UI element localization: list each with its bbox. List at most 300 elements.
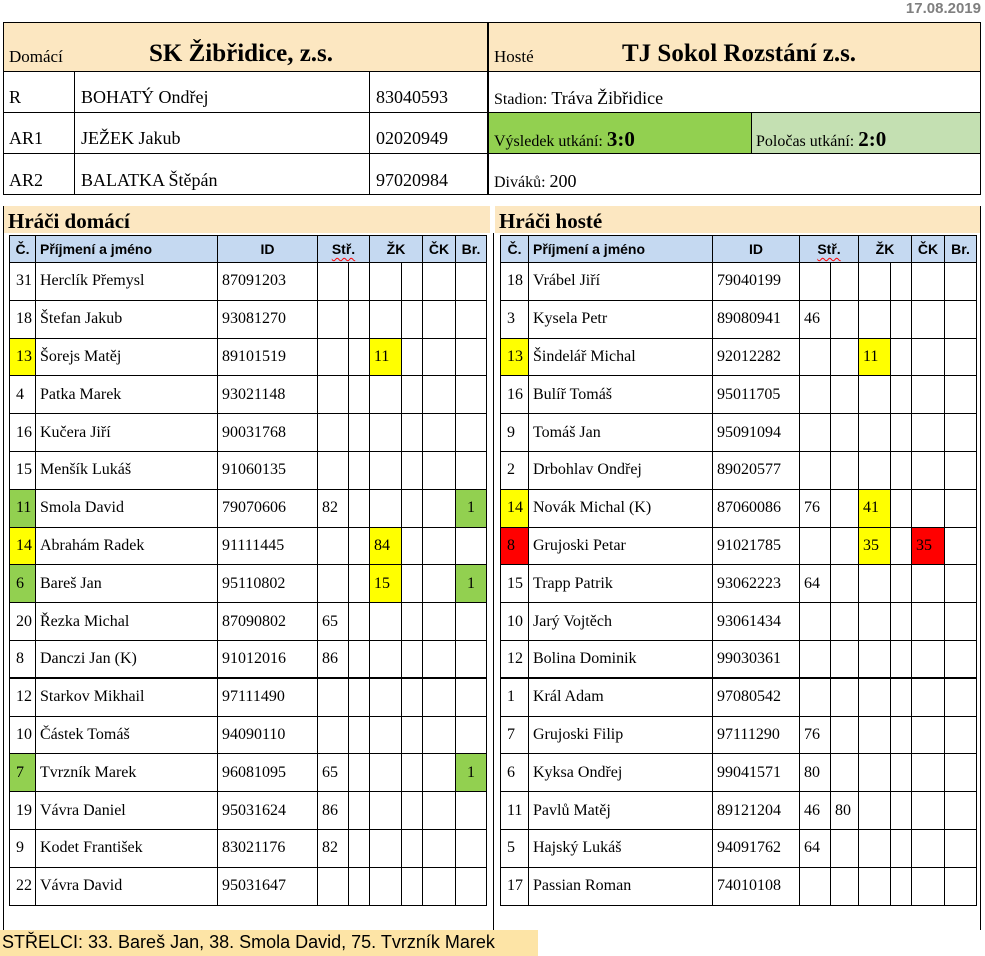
player-number: 6: [10, 565, 36, 603]
player-red-card: [912, 300, 945, 338]
player-row: [10, 754, 487, 792]
player-row: [10, 263, 487, 301]
player-yellow-card-2: [891, 640, 912, 678]
player-row: [501, 678, 977, 716]
home-header-box: [3, 22, 488, 195]
player-yellow-card-2: [402, 565, 423, 603]
player-yellow-card: [370, 829, 402, 867]
player-red-card: [423, 414, 456, 452]
player-name: Grujoski Filip: [529, 716, 713, 754]
player-sub-minute-2: [349, 489, 370, 527]
player-yellow-card-2: [402, 527, 423, 565]
player-goals: [945, 829, 977, 867]
home-players-title: Hráči domácí: [8, 209, 130, 233]
player-id: 83021176: [218, 829, 318, 867]
player-name: Patka Marek: [36, 376, 218, 414]
player-yellow-card-2: [402, 867, 423, 905]
player-red-card: [912, 489, 945, 527]
player-number: 12: [501, 640, 529, 678]
player-sub-minute-2: [349, 678, 370, 716]
player-sub-minute-2: [349, 338, 370, 376]
player-number: 10: [10, 716, 36, 754]
player-red-card: [912, 338, 945, 376]
player-id: 89020577: [713, 451, 800, 489]
player-yellow-card: [370, 300, 402, 338]
player-id: 94091762: [713, 829, 800, 867]
player-yellow-card-2: [891, 527, 912, 565]
player-number: 8: [10, 640, 36, 678]
col-rc: ČK: [423, 236, 456, 263]
player-sub-minute: [800, 603, 831, 641]
player-row: [501, 792, 977, 830]
player-yellow-card-2: [402, 338, 423, 376]
player-red-card: [912, 792, 945, 830]
player-sub-minute: 46: [800, 300, 831, 338]
player-row: [501, 414, 977, 452]
player-yellow-card: 11: [859, 338, 891, 376]
player-sub-minute: 65: [318, 603, 349, 641]
player-red-card: [423, 565, 456, 603]
home-players-table: [9, 235, 487, 906]
player-sub-minute-2: [349, 829, 370, 867]
player-name: Menšík Lukáš: [36, 451, 218, 489]
player-sub-minute-2: [831, 376, 859, 414]
player-id: 87060086: [713, 489, 800, 527]
player-sub-minute: [800, 678, 831, 716]
player-yellow-card-2: [891, 263, 912, 301]
player-goals: [456, 376, 487, 414]
player-name: Trapp Patrik: [529, 565, 713, 603]
player-name: Hajský Lukáš: [529, 829, 713, 867]
player-row: [501, 338, 977, 376]
player-name: Kysela Petr: [529, 300, 713, 338]
spectators-label: Diváků:: [494, 174, 546, 191]
player-name: Šorejs Matěj: [36, 338, 218, 376]
player-yellow-card: [859, 603, 891, 641]
player-red-card: [423, 716, 456, 754]
player-row: [501, 603, 977, 641]
player-goals: [456, 300, 487, 338]
player-sub-minute-2: [349, 867, 370, 905]
footer-blank: [538, 930, 985, 956]
player-sub-minute: [318, 527, 349, 565]
match-date: 17.08.2019: [905, 0, 981, 17]
player-yellow-card: [859, 300, 891, 338]
player-name: Novák Michal (K): [529, 489, 713, 527]
player-yellow-card: [370, 603, 402, 641]
player-sub-minute: [318, 263, 349, 301]
player-yellow-card-2: [891, 300, 912, 338]
player-yellow-card: [370, 792, 402, 830]
official-name: BOHATÝ Ondřej: [81, 87, 209, 107]
player-name: Bareš Jan: [36, 565, 218, 603]
player-yellow-card: [859, 451, 891, 489]
player-name: Kodet František: [36, 829, 218, 867]
player-goals: [456, 527, 487, 565]
col-name: Příjmení a jméno: [36, 236, 218, 263]
player-id: 93021148: [218, 376, 318, 414]
player-red-card: [912, 867, 945, 905]
official-role: R: [9, 87, 22, 107]
player-name: Bulíř Tomáš: [529, 376, 713, 414]
player-yellow-card: [859, 754, 891, 792]
player-number: 7: [10, 754, 36, 792]
player-name: Grujoski Petar: [529, 527, 713, 565]
player-name: Štefan Jakub: [36, 300, 218, 338]
player-row: [501, 867, 977, 905]
col-no: Č.: [10, 236, 36, 263]
player-id: 91021785: [713, 527, 800, 565]
player-goals: [945, 338, 977, 376]
player-goals: [945, 640, 977, 678]
player-row: [10, 489, 487, 527]
player-id: 95110802: [218, 565, 318, 603]
player-goals: [945, 603, 977, 641]
player-red-card: [912, 565, 945, 603]
player-row: [10, 338, 487, 376]
player-row: [10, 716, 487, 754]
player-number: 2: [501, 451, 529, 489]
player-yellow-card-2: [402, 716, 423, 754]
player-id: 74010108: [713, 867, 800, 905]
player-sub-minute: [318, 376, 349, 414]
player-yellow-card-2: [402, 300, 423, 338]
player-sub-minute-2: [831, 338, 859, 376]
col-yc: ŽK: [859, 236, 912, 263]
player-yellow-card: [859, 829, 891, 867]
player-row: [501, 565, 977, 603]
player-yellow-card: [859, 640, 891, 678]
player-row: [501, 527, 977, 565]
player-yellow-card-2: [402, 640, 423, 678]
away-label: Hosté: [494, 47, 534, 66]
player-name: Vrábel Jiří: [529, 263, 713, 301]
player-number: 6: [501, 754, 529, 792]
player-red-card: [912, 414, 945, 452]
halftime-label: Poločas utkání:: [756, 133, 855, 150]
home-team-name: SK Žibřidice, z.s.: [149, 40, 334, 67]
player-goals: [945, 376, 977, 414]
player-yellow-card: 15: [370, 565, 402, 603]
player-name: Smola David: [36, 489, 218, 527]
player-sub-minute: 46: [800, 792, 831, 830]
player-yellow-card-2: [402, 451, 423, 489]
player-name: Drbohlav Ondřej: [529, 451, 713, 489]
player-id: 79040199: [713, 263, 800, 301]
player-sub-minute-2: [349, 565, 370, 603]
player-sub-minute-2: [831, 867, 859, 905]
official-role: AR2: [9, 170, 44, 190]
player-name: Danczi Jan (K): [36, 640, 218, 678]
player-goals: [945, 414, 977, 452]
player-sub-minute-2: [349, 527, 370, 565]
player-name: Passian Roman: [529, 867, 713, 905]
player-goals: [456, 792, 487, 830]
player-id: 99030361: [713, 640, 800, 678]
player-sub-minute-2: [349, 716, 370, 754]
stadium-value: Tráva Žibřidice: [551, 88, 664, 108]
player-sub-minute-2: [831, 300, 859, 338]
player-name: Herclík Přemysl: [36, 263, 218, 301]
player-number: 20: [10, 603, 36, 641]
player-goals: 1: [456, 754, 487, 792]
player-name: Bolina Dominik: [529, 640, 713, 678]
player-id: 95031624: [218, 792, 318, 830]
player-sub-minute: 64: [800, 565, 831, 603]
player-number: 15: [501, 565, 529, 603]
player-name: Král Adam: [529, 678, 713, 716]
player-sub-minute: [800, 451, 831, 489]
player-red-card: [423, 792, 456, 830]
player-red-card: [912, 716, 945, 754]
player-number: 10: [501, 603, 529, 641]
player-sub-minute: 86: [318, 640, 349, 678]
player-name: Abrahám Radek: [36, 527, 218, 565]
col-sub: Stř.: [331, 241, 356, 257]
player-sub-minute: [800, 414, 831, 452]
player-id: 95011705: [713, 376, 800, 414]
player-sub-minute-2: [831, 603, 859, 641]
stadium-label: Stadion:: [494, 91, 548, 108]
player-number: 16: [501, 376, 529, 414]
result-value: 3:0: [606, 127, 635, 151]
player-id: 91111445: [218, 527, 318, 565]
player-number: 9: [501, 414, 529, 452]
player-sub-minute-2: [831, 451, 859, 489]
player-yellow-card-2: [891, 414, 912, 452]
player-red-card: [912, 263, 945, 301]
player-red-card: [912, 376, 945, 414]
player-red-card: [423, 300, 456, 338]
player-yellow-card-2: [891, 792, 912, 830]
player-sub-minute-2: [831, 678, 859, 716]
player-name: Šindelář Michal: [529, 338, 713, 376]
player-number: 22: [10, 867, 36, 905]
player-yellow-card: [370, 716, 402, 754]
player-yellow-card: [859, 414, 891, 452]
player-row: [10, 527, 487, 565]
player-red-card: [912, 451, 945, 489]
player-yellow-card-2: [402, 489, 423, 527]
player-id: 94090110: [218, 716, 318, 754]
player-goals: [456, 829, 487, 867]
official-id: 83040593: [376, 87, 448, 107]
player-number: 8: [501, 527, 529, 565]
player-row: [10, 829, 487, 867]
player-red-card: [912, 754, 945, 792]
official-name: BALATKA Štěpán: [81, 170, 218, 190]
player-yellow-card-2: [402, 603, 423, 641]
player-sub-minute: 65: [318, 754, 349, 792]
player-yellow-card: [859, 376, 891, 414]
player-sub-minute: [800, 338, 831, 376]
player-yellow-card-2: [402, 263, 423, 301]
player-goals: [456, 867, 487, 905]
player-yellow-card: [370, 678, 402, 716]
player-yellow-card: [859, 792, 891, 830]
player-id: 91012016: [218, 640, 318, 678]
player-red-card: [423, 527, 456, 565]
away-players-table: [500, 235, 977, 906]
player-sub-minute-2: [831, 754, 859, 792]
player-number: 4: [10, 376, 36, 414]
player-name: Částek Tomáš: [36, 716, 218, 754]
player-row: [10, 640, 487, 678]
player-goals: [945, 300, 977, 338]
player-sub-minute-2: [349, 640, 370, 678]
player-goals: [456, 603, 487, 641]
player-sub-minute: 76: [800, 489, 831, 527]
player-sub-minute: [800, 527, 831, 565]
player-red-card: [423, 678, 456, 716]
player-number: 11: [501, 792, 529, 830]
player-row: [501, 489, 977, 527]
player-yellow-card-2: [402, 754, 423, 792]
player-sub-minute-2: [349, 754, 370, 792]
player-sub-minute: [318, 338, 349, 376]
player-sub-minute: [318, 867, 349, 905]
player-yellow-card-2: [891, 716, 912, 754]
home-header-row: [10, 236, 487, 263]
player-yellow-card: [370, 867, 402, 905]
player-goals: [945, 451, 977, 489]
player-row: [10, 451, 487, 489]
player-number: 18: [10, 300, 36, 338]
player-sub-minute: 86: [318, 792, 349, 830]
player-yellow-card: 84: [370, 527, 402, 565]
player-sub-minute-2: [831, 829, 859, 867]
player-id: 79070606: [218, 489, 318, 527]
player-yellow-card: [370, 376, 402, 414]
player-number: 13: [10, 338, 36, 376]
player-number: 14: [501, 489, 529, 527]
col-yc: ŽK: [370, 236, 423, 263]
player-red-card: [423, 829, 456, 867]
player-yellow-card-2: [891, 603, 912, 641]
player-number: 18: [501, 263, 529, 301]
player-sub-minute-2: [831, 716, 859, 754]
player-number: 11: [10, 489, 36, 527]
player-goals: [945, 565, 977, 603]
player-sub-minute-2: [831, 527, 859, 565]
player-row: [10, 414, 487, 452]
player-goals: [456, 678, 487, 716]
player-yellow-card: [859, 867, 891, 905]
player-number: 12: [10, 678, 36, 716]
player-number: 19: [10, 792, 36, 830]
player-id: 89101519: [218, 338, 318, 376]
player-number: 14: [10, 527, 36, 565]
away-team-name: TJ Sokol Rozstání z.s.: [622, 40, 857, 67]
player-row: [10, 678, 487, 716]
player-row: [10, 376, 487, 414]
player-yellow-card-2: [402, 414, 423, 452]
col-id: ID: [218, 236, 318, 263]
player-goals: [456, 263, 487, 301]
player-sub-minute-2: [349, 792, 370, 830]
player-yellow-card-2: [402, 792, 423, 830]
player-row: [501, 300, 977, 338]
player-number: 31: [10, 263, 36, 301]
scorers-text: STŘELCI: 33. Bareš Jan, 38. Smola David, 75. Tvrzník Marek: [2, 932, 495, 952]
player-id: 89080941: [713, 300, 800, 338]
player-red-card: [912, 640, 945, 678]
player-id: 90031768: [218, 414, 318, 452]
result-label: Výsledek utkání:: [494, 133, 603, 150]
player-sub-minute: [318, 565, 349, 603]
player-row: [10, 300, 487, 338]
player-yellow-card-2: [891, 829, 912, 867]
away-header-row: [501, 236, 977, 263]
player-name: Starkov Mikhail: [36, 678, 218, 716]
player-sub-minute: [318, 716, 349, 754]
player-row: [501, 754, 977, 792]
col-goals: Br.: [456, 236, 487, 263]
player-goals: [945, 792, 977, 830]
player-id: 97080542: [713, 678, 800, 716]
away-header-box: [488, 22, 981, 195]
player-number: 15: [10, 451, 36, 489]
player-goals: [945, 867, 977, 905]
player-sub-minute: 82: [318, 489, 349, 527]
spectators-value: 200: [549, 171, 577, 191]
player-yellow-card: [370, 414, 402, 452]
player-goals: [945, 754, 977, 792]
player-sub-minute: [318, 300, 349, 338]
player-goals: [945, 527, 977, 565]
player-sub-minute: [318, 414, 349, 452]
player-yellow-card-2: [891, 754, 912, 792]
player-yellow-card-2: [402, 678, 423, 716]
player-sub-minute: 82: [318, 829, 349, 867]
player-number: 17: [501, 867, 529, 905]
player-row: [501, 640, 977, 678]
player-yellow-card-2: [891, 678, 912, 716]
player-sub-minute-2: [349, 376, 370, 414]
player-sub-minute-2: [349, 414, 370, 452]
player-id: 95091094: [713, 414, 800, 452]
player-row: [10, 565, 487, 603]
player-yellow-card: [370, 640, 402, 678]
col-no: Č.: [501, 236, 529, 263]
player-id: 93061434: [713, 603, 800, 641]
player-yellow-card: [859, 565, 891, 603]
player-row: [501, 829, 977, 867]
player-name: Vávra David: [36, 867, 218, 905]
player-row: [10, 792, 487, 830]
player-id: 97111290: [713, 716, 800, 754]
player-sub-minute: [800, 640, 831, 678]
player-sub-minute-2: [349, 300, 370, 338]
player-yellow-card: [370, 451, 402, 489]
player-name: Vávra Daniel: [36, 792, 218, 830]
player-id: 93081270: [218, 300, 318, 338]
player-id: 87090802: [218, 603, 318, 641]
player-sub-minute-2: [831, 263, 859, 301]
player-yellow-card: [859, 263, 891, 301]
player-yellow-card: [370, 263, 402, 301]
player-number: 5: [501, 829, 529, 867]
player-red-card: [423, 754, 456, 792]
player-name: Tvrzník Marek: [36, 754, 218, 792]
player-name: Jarý Vojtěch: [529, 603, 713, 641]
official-id: 97020984: [376, 170, 448, 190]
player-id: 87091203: [218, 263, 318, 301]
player-row: [501, 451, 977, 489]
player-id: 96081095: [218, 754, 318, 792]
player-yellow-card: 11: [370, 338, 402, 376]
player-id: 93062223: [713, 565, 800, 603]
